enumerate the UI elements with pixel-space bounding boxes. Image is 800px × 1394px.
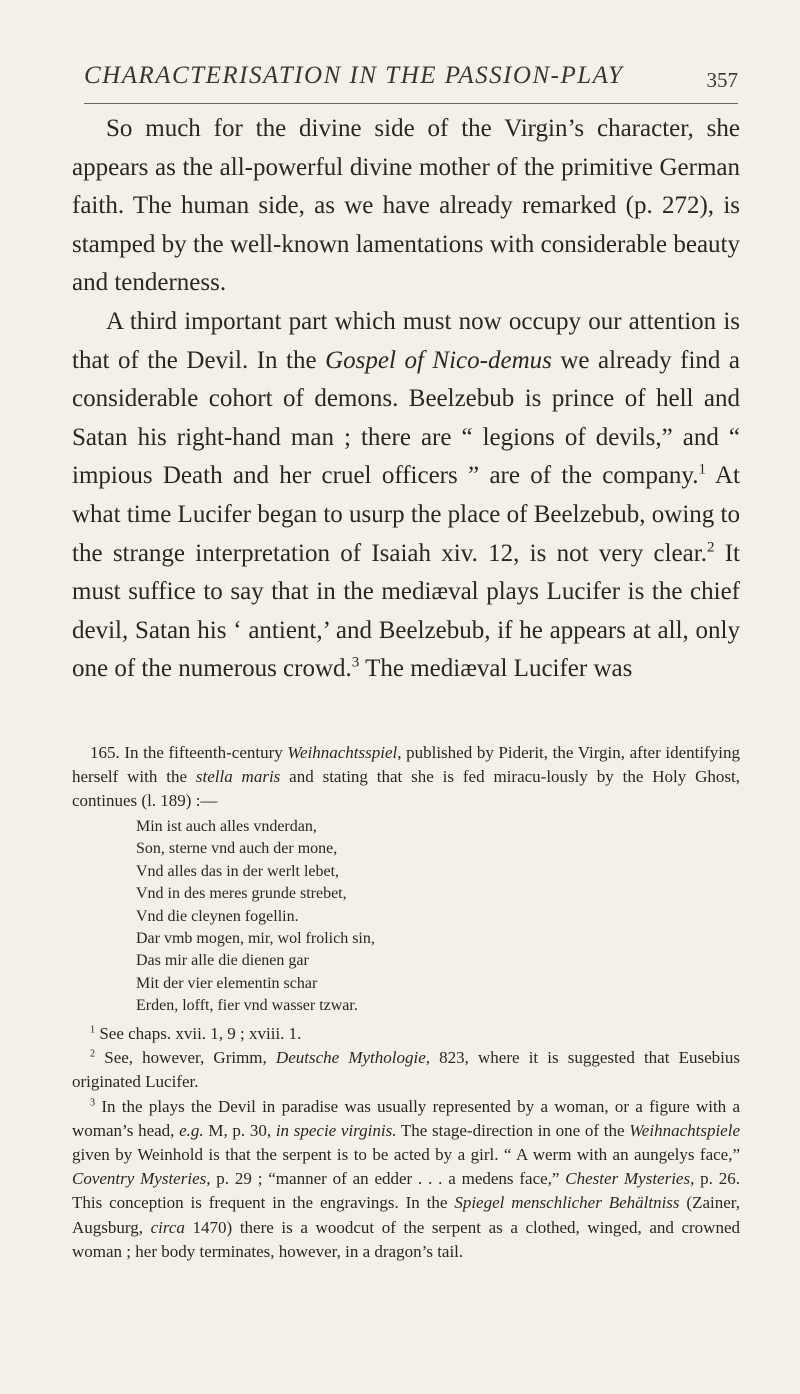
poem-line: Dar vmb mogen, mir, wol frolich sin, [136,930,375,948]
running-head: CHARACTERISATION IN THE PASSION-PLAY [84,62,624,89]
poem-line: Erden, lofft, fier vnd wasser tzwar. [136,997,358,1015]
footnote-165: 165. In the fifteenth-century Weihnachtsspiel, published by Piderit, the Virgin, after identifying herself with the stella maris and stating that she is fed miracu-lously by the Holy Ghost, continues (l. 189) :— [72,743,740,810]
paragraph-1: So much for the divine side of the Virgin’s character, she appears as the all-powerful divine mother of the primitive German faith. The human side, as we have already remarked (p. 272), is stamped by the well-known lamentations with considerable beauty and tenderness. [72,115,740,297]
page-header [84,58,738,102]
title-gospel-of-nicodemus: Gospel of Nico-demus [325,346,552,374]
poem-line: Das mir alle die dienen gar [136,952,309,970]
header-rule [84,103,738,104]
poem-line: Vnd alles das in der werlt lebet, [136,862,340,880]
paragraph-2: A third important part which must now occupy our attention is that of the Devil. In the Gospel of Nico-demus we already find a considerable cohort of demons. Beelzebub is prince of hell and Satan his right-hand man ; there are “ legions of devils,” and “ impious Death and her cruel officers ” are of the company.$^1$ At what time Lucifer began to usurp the place of Beelzebub, owing to the strange interpretation of Isaiah xiv. 12, is not very clear.$^2$ It must suffice to say that in the mediæval plays Lucifer is the chief devil, Satan his ‘ antient,’ and Beelzebub, if he appears at all, only one of the numerous crowd.$^3$ The mediæval Lucifer was [72,307,741,683]
footnote-ref-3: 3 [351,654,360,671]
footnote-2: $^2$ See, however, Grimm, Deutsche Mythologie, 823, where it is suggested that Eusebius originated Lucifer. [72,1048,740,1092]
footnote-1: $^1$ See chaps. xvii. 1, 9 ; xviii. 1. [90,1024,302,1043]
footnote-ref-1: 1 [698,461,707,478]
page-number: 357 [706,68,738,92]
poem-line: Vnd die cleynen fogellin. [136,907,299,925]
poem-quotation [136,816,375,1018]
main-text [72,110,740,689]
poem-line: Son, sterne vnd auch der mone, [136,840,338,858]
footnote-3: $^3$ In the plays the Devil in paradise was usually represented by a woman, or a figure with a woman’s head, e.g. M, p. 30, in specie virginis. The stage-direction in one of the Weihnachtspiele given by Weinhold is that the serpent is to be acted by a girl. “ A werm with an aungelys face,” Coventry Mysteries, p. 29 ; “manner of an edder . . . a medens face,” Chester Mysteries, p. 26. This conception is frequent in the engravings. In the Spiegel menschlicher Behältniss (Zainer, Augsburg, circa 1470) there is a woodcut of the serpent as a clothed, winged, and crowned woman ; her body terminates, however, in a dragon’s tail. [72,1096,741,1261]
footnotes [72,1022,740,1264]
footnote-ref-2: 2 [706,538,715,555]
poem-line: Vnd in des meres grunde strebet, [136,885,347,903]
poem-line: Min ist auch alles vnderdan, [136,818,317,835]
poem-line: Mit der vier elementin schar [136,974,318,992]
